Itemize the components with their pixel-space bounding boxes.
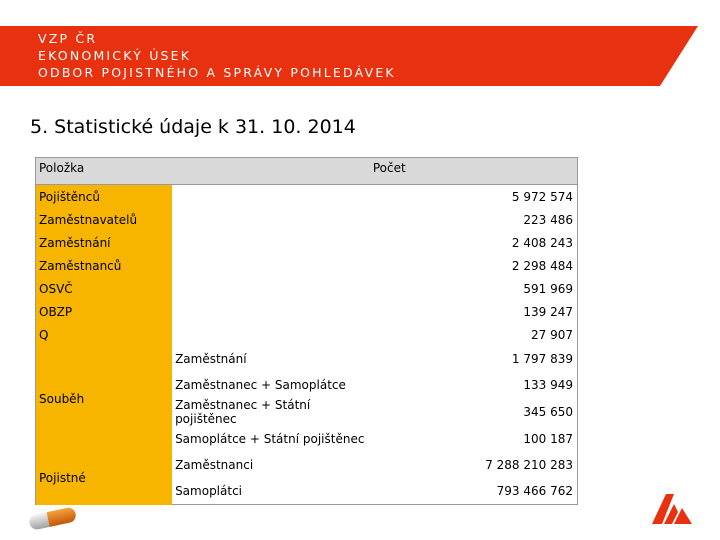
statistics-table <box>35 157 578 505</box>
sub-row-label: Zaměstnanci <box>175 458 254 472</box>
table-row <box>36 452 578 478</box>
sub-row-value: 1 797 839 <box>370 346 578 372</box>
sub-row-label: Zaměstnanec + Samoplátce <box>175 378 346 392</box>
sub-row-label: Samoplátce + Státní pojištěnec <box>175 432 365 446</box>
row-spacer <box>172 254 370 277</box>
table-row <box>36 323 578 346</box>
table-row <box>36 185 578 209</box>
row-value: 27 907 <box>370 323 578 346</box>
table-row <box>36 300 578 323</box>
header-count: Počet <box>370 158 578 185</box>
row-label: Q <box>36 323 173 346</box>
row-spacer <box>172 300 370 323</box>
row-label: Zaměstnání <box>36 231 173 254</box>
row-value: 223 486 <box>370 208 578 231</box>
row-value: 2 298 484 <box>370 254 578 277</box>
row-label: Pojištěnců <box>36 185 173 209</box>
header-spacer <box>172 158 370 185</box>
sub-row-label: Zaměstnání <box>175 352 247 366</box>
row-label: OBZP <box>36 300 173 323</box>
row-value: 5 972 574 <box>370 185 578 209</box>
row-spacer <box>172 208 370 231</box>
table-row <box>36 208 578 231</box>
table-row <box>36 346 578 372</box>
table-header-row <box>36 158 578 185</box>
sub-row-value: 793 466 762 <box>370 478 578 505</box>
sub-row-value: 133 949 <box>370 372 578 398</box>
sub-row-label: Samoplátci <box>172 478 370 505</box>
row-value: 2 408 243 <box>370 231 578 254</box>
row-label: OSVČ <box>36 277 173 300</box>
sub-row-value: 100 187 <box>370 426 578 452</box>
row-spacer <box>172 185 370 209</box>
org-line-3: ODBOR POJISTNÉHO A SPRÁVY POHLEDÁVEK <box>38 65 396 80</box>
row-label: Zaměstnanců <box>36 254 173 277</box>
pill-icon <box>26 505 80 531</box>
sub-row-value: 345 650 <box>370 398 578 426</box>
company-logo-icon <box>648 490 696 526</box>
row-spacer <box>172 231 370 254</box>
table-row <box>36 231 578 254</box>
organization-name <box>38 30 396 81</box>
row-spacer <box>172 277 370 300</box>
org-line-2: EKONOMICKÝ ÚSEK <box>38 48 192 63</box>
row-spacer <box>172 323 370 346</box>
header-banner <box>0 0 720 88</box>
header-item: Položka <box>36 158 173 185</box>
soubeh-group-label: Souběh <box>36 346 173 452</box>
pojistne-group-label: Pojistné <box>36 452 173 505</box>
row-value: 139 247 <box>370 300 578 323</box>
sub-row-label: Zaměstnanec + Státní pojištěnec <box>175 398 311 426</box>
org-line-1: VZP ČR <box>38 31 98 46</box>
page-title: 5. Statistické údaje k 31. 10. 2014 <box>30 116 356 138</box>
sub-row-value: 7 288 210 283 <box>370 452 578 478</box>
table-row <box>36 277 578 300</box>
row-label: Zaměstnavatelů <box>36 208 173 231</box>
table-row <box>36 254 578 277</box>
row-value: 591 969 <box>370 277 578 300</box>
